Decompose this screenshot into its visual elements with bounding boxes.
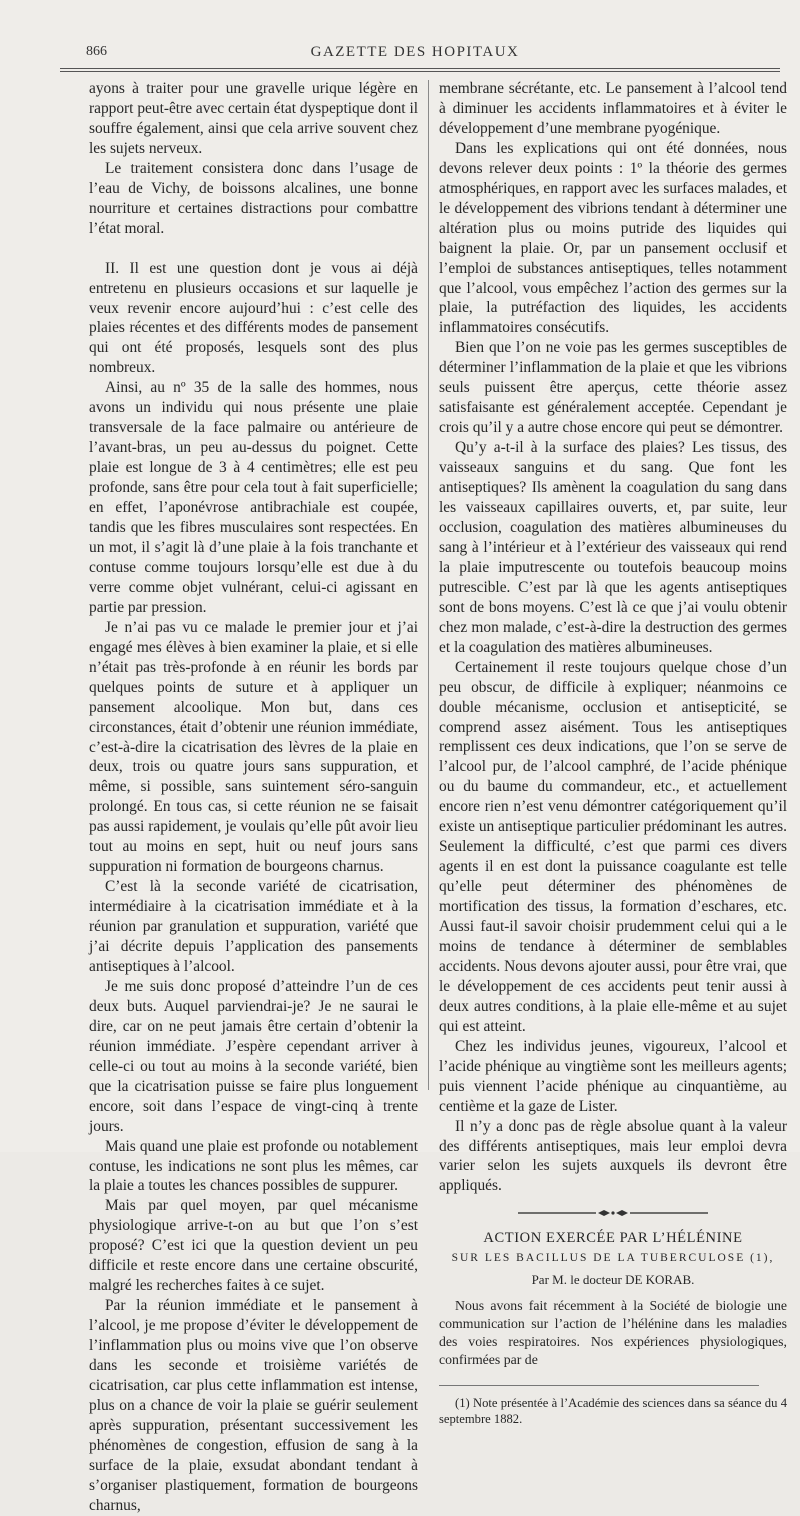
paragraph: Par la réunion immédiate et le pansement à l’alcool, je me propose d’éviter le développement de l’inflammation plus ou moins vive que l’on observe dans les seconde et troisième variétés de cicatrisation, car plus cette inflammation est intense, plus on a chance de voir la plaie se guérir seulement après suppuration, présentant successivement les phénomènes de congestion, effusion de sang à la surface de la plaie, exsudat abondant tendant à s’organiser plastiquement, formation de bourgeons charnus, — [89, 1297, 418, 1514]
header-rule-bottom — [60, 71, 780, 72]
paragraph: Qu’y a-t-il à la surface des plaies? Les tissus, des vaisseaux sanguins et du sang. Que font les antiseptiques? Ils amènent la coagulation du sang dans les vaisseaux capillaires ouverts, et, par suite, leur occlusion, coagulation des matières albumineuses du sang à l’intérieur et à l’extérieur des vaisseaux qui rend la plaie imputrescente ou toutefois beaucoup moins putrescible. C’est par là que les agents antiseptiques sont de bons moyens. C’est là ce que j’ai voulu obtenir chez mon malade, c’est-à-dire la destruction des germes et la coagulation des matières albumineuses. — [439, 439, 787, 656]
left-column — [89, 79, 418, 1516]
paragraph: Bien que l’on ne voie pas les germes susceptibles de déterminer l’inflammation de la plaie et que les vibrions seuls puissent être aperçus, cette théorie assez satisfaisante est généralement acceptée. Cependant je crois qu’il y a autre chose encore qui peut se démontrer. — [439, 339, 787, 437]
page-number: 866 — [86, 44, 107, 59]
footnote-text: (1) Note présentée à l’Académie des sciences dans sa séance du 4 septembre 1882. — [439, 1396, 787, 1426]
paragraph: Chez les individus jeunes, vigoureux, l’alcool et l’acide phénique au vingtième sont les meilleurs agents; puis viennent l’acide phénique au cinquantième, au centième et la gaze de Lister. — [439, 1037, 787, 1115]
article-title: ACTION EXERCÉE PAR L’HÉLÉNINE — [483, 1230, 743, 1247]
paragraph: Je me suis donc proposé d’atteindre l’un de ces deux buts. Auquel parviendrai-je? Je ne saurai le dire, car on ne peut jamais être certain d’obtenir la réunion immédiate. J’espère cependant arriver à celle-ci ou tout au moins à la seconde variété, bien que la cicatrisation puisse se faire plus longuement encore, soit dans l’espace de vingt-cinq à trente jours. — [89, 977, 418, 1135]
article-subtitle: SUR LES BACILLUS DE LA TUBERCULOSE (1), — [451, 1252, 775, 1265]
paragraph: Mais par quel moyen, par quel mécanisme physiologique arrive-t-on au but que l’on s’est proposé? C’est ici que la question devient un peu difficile et reste encore dans une certaine obscurité, malgré les recherches faites à ce sujet. — [89, 1197, 418, 1295]
paragraph: II. Il est une question dont je vous ai déjà entretenu en plusieurs occasions et sur laquelle je veux revenir encore aujourd’hui : c’est celle des plaies récentes et des différents modes de pansement qui ont été proposés, lesquels sont des plus nombreux. — [89, 259, 418, 377]
paragraph: membrane sécrétante, etc. Le pansement à l’alcool tend à diminuer les accidents inflammatoires et à éviter le développement d’une membrane pyogénique. — [439, 80, 787, 137]
paragraph: Certainement il reste toujours quelque chose d’un peu obscur, de difficile à expliquer; néanmoins ce double mécanisme, occlusion et antisepticité, se comprend assez aisément. Tous les antiseptiques remplissent ces deux indications, que l’on se serve de l’alcool pur, de l’alcool camphré, de l’acide phénique ou du baume du commandeur, etc., et actuellement encore rien n’est venu démontrer catégoriquement qu’il existe un antiseptique particulier prédominant les autres. Seulement la difficulté, c’est que parmi ces divers agents il en est dont la puissance coagulante est telle qu’elle peut déterminer des phénomènes de mortification des tissus, la formation d’eschares, etc. Aussi faut-il savoir choisir prudemment celui qui a le moins de tendance à déterminer de semblables accidents. Nous devons ajouter aussi, pour être vrai, que le développement de ces accidents peut tenir aussi à deux autres conditions, à la plaie elle-même et au sujet qui est atteint. — [439, 658, 787, 1035]
journal-title: GAZETTE DES HOPITAUX — [310, 44, 520, 60]
footnote — [439, 1396, 787, 1427]
right-column-text — [439, 79, 787, 1196]
paragraph: Mais quand une plaie est profonde ou notablement contuse, les indications ne sont plus les mêmes, car la plaie a toutes les chances possibles de suppurer. — [89, 1137, 418, 1195]
footnote-rule — [439, 1385, 759, 1386]
paragraph: Il n’y a donc pas de règle absolue quant à la valeur des différents antiseptiques, mais leur emploi devra varier selon les sujets auxquels ils devront être appliqués. — [439, 1117, 787, 1195]
paragraph: Dans les explications qui ont été données, nous devons relever deux points : 1º la théorie des germes atmosphériques, en rapport avec les surfaces malades, et le développement des vibrions tendant à déterminer une altération plus ou moins putride des liquides qui baignent la plaie. Or, par un pansement occlusif et l’emploi de substances antiseptiques, telles notamment que l’alcool, vous empêchez l’action des germes sur la plaie, la putréfaction des liquides, les accidents inflammatoires consécutifs. — [439, 139, 787, 337]
header-rule-top — [60, 68, 780, 69]
right-column — [439, 79, 787, 1427]
page-header — [60, 44, 770, 66]
paragraph: Le traitement consistera donc dans l’usage de l’eau de Vichy, de boissons alcalines, une bonne nourriture et certaines distractions pour combattre l’état moral. — [89, 159, 418, 237]
paragraph: Je n’ai pas vu ce malade le premier jour et j’ai engagé mes élèves à bien examiner la plaie, et si elle n’était pas très-profonde à en réunir les bords par quelques points de suture et à appliquer un pansement alcoolique. Mon but, dans ces circonstances, était d’obtenir une réunion immédiate, c’est-à-dire la cicatrisation des lèvres de la plaie en deux, trois ou quatre jours sans suppuration, et même, si possible, sans suintement séro-sanguin prolongé. En tous cas, si cette réunion ne se faisait pas aussi rapidement, je voulais qu’elle pût avoir lieu tout au moins en sept, huit ou neuf jours sans suppuration ni formation de bourgeons charnus. — [89, 618, 418, 876]
article-intro-paragraph: Nous avons fait récemment à la Société de biologie une communication sur l’action de l’hélénine dans les maladies des voies respiratoires. Nos expériences physiologiques, confirmées par de — [439, 1298, 787, 1368]
paragraph: Ainsi, au nº 35 de la salle des hommes, nous avons un individu qui nous présente une plaie transversale de la face palmaire ou antérieure de l’avant-bras, un peu au-dessus du poignet. Cette plaie est longue de 3 à 4 centimètres; elle est peu profonde, sans être pour cela tout à fait superficielle; en effet, l’aponévrose antibrachiale est coupée, tandis que les fibres musculaires sont respectées. En un mot, il s’agit là d’une plaie à la fois tranchante et contuse comme toujours lorsqu’elle est due à du verre comme objet vulnérant, celui-ci agissant en partie par pression. — [89, 379, 418, 616]
paragraph: ayons à traiter pour une gravelle urique légère en rapport peut-être avec certain état dyspeptique dont il souffre également, ainsi que cela arrive souvent chez les sujets nerveux. — [89, 80, 418, 157]
paragraph: C’est là la seconde variété de cicatrisation, intermédiaire à la cicatrisation immédiate et à la réunion par granulation et suppuration, variété que j’ai décrite depuis l’application des pansements antiseptiques à l’alcool. — [89, 878, 418, 975]
section-gap — [89, 239, 418, 259]
article-author: Par M. le docteur DE KORAB. — [531, 1272, 695, 1288]
section-ornament — [518, 1209, 708, 1217]
column-divider — [428, 80, 429, 1090]
